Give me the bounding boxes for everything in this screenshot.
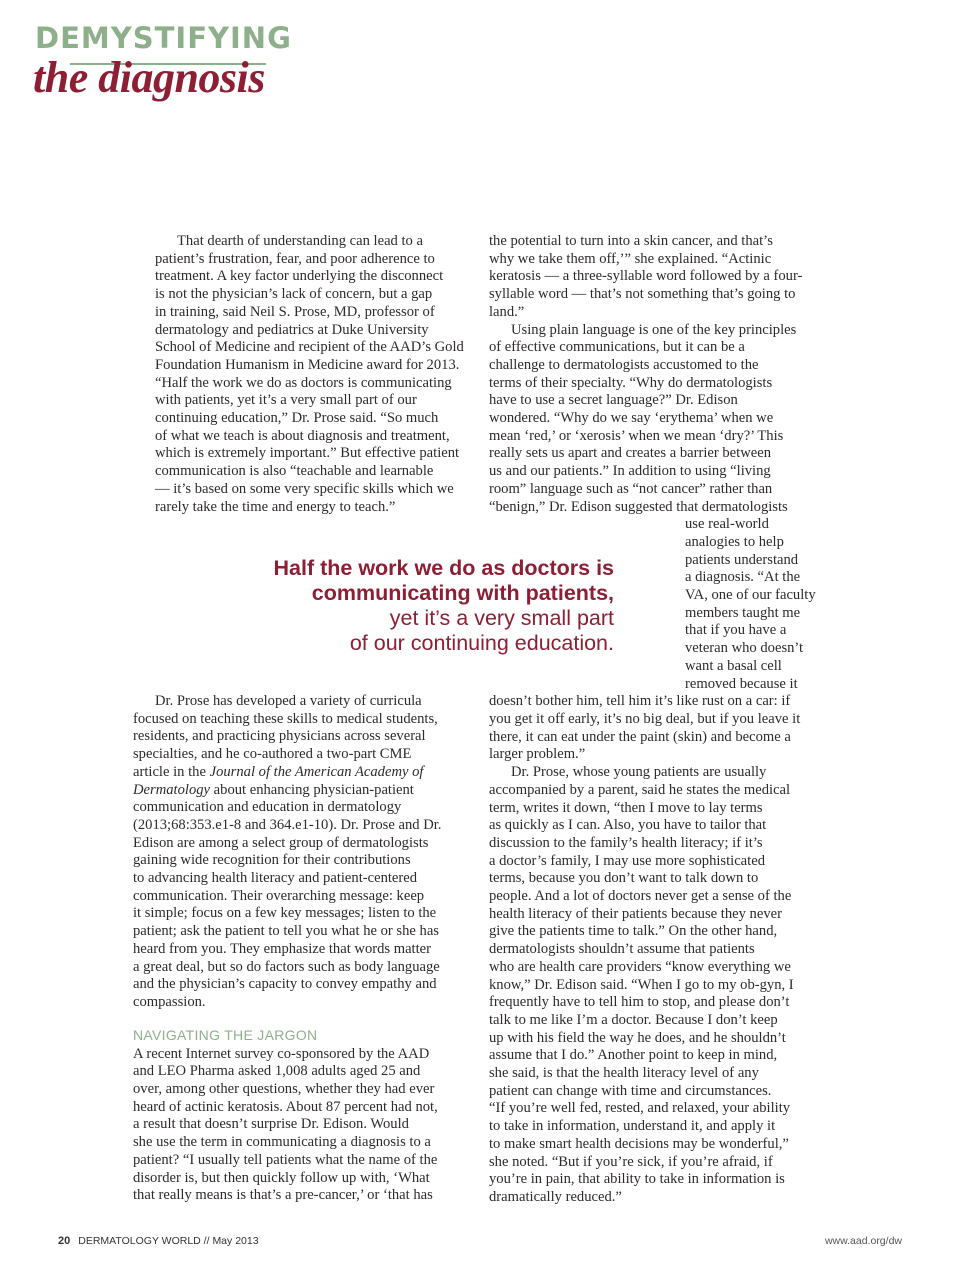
text-line: that really means is that’s a pre-cancer,’ or ‘that has (133, 1187, 433, 1204)
text-line: a doctor’s family, I may use more sophisticated (489, 852, 765, 869)
text-line: dermatology and pediatrics at Duke University (155, 321, 429, 338)
journal-name-part-2: Dermatology (133, 781, 211, 798)
text-line: terms, because you don’t want to talk down to (489, 870, 759, 887)
text-line: you get it off early, it’s no big deal, but if you leave it (489, 710, 801, 727)
publication-name: DERMATOLOGY WORLD // May 2013 (78, 1235, 259, 1247)
text-line: dermatologists shouldn’t assume that patients (489, 941, 755, 958)
text-line: veteran who doesn’t (685, 640, 804, 657)
text-line: VA, one of our faculty (685, 587, 816, 604)
text-line: disorder is, but then quickly follow up with, ‘What (133, 1169, 430, 1186)
journal-name-part-1: Journal of the American Academy of (209, 763, 424, 780)
citation-prefix: article in the (133, 763, 210, 780)
footer-url: www.aad.org/dw (824, 1235, 902, 1247)
text-line: patients understand (685, 551, 799, 568)
text-line: frequently have to tell him to stop, and please don’t (489, 994, 790, 1011)
text-line: wondered. “Why do we say ‘erythema’ when we (489, 410, 774, 427)
pull-quote-light-2: of our continuing education. (349, 631, 614, 655)
right-paragraph-1 (489, 233, 834, 322)
page-number: 20 (58, 1235, 71, 1247)
right-column (489, 233, 834, 1207)
text-line: that if you have a (685, 622, 787, 639)
text-line: want a basal cell (685, 657, 782, 674)
text-line: rarely take the time and energy to teach.” (155, 498, 396, 515)
text-line: a great deal, but so do factors such as body language (133, 958, 440, 975)
text-line: land.” (489, 303, 525, 320)
text-line: really sets us apart and creates a barrier between (489, 445, 771, 462)
text-line: it simple; focus on a few key messages; listen to the (133, 905, 437, 922)
text-line: and the physician’s capacity to convey empathy and (133, 976, 437, 993)
text-line: “benign,” Dr. Edison suggested that dermatologists (489, 498, 788, 515)
text-line: challenge to dermatologists accustomed to the (489, 356, 759, 373)
text-line: residents, and practicing physicians across several (133, 728, 426, 745)
text-line: over, among other questions, whether they had ever (133, 1081, 435, 1098)
text-line: heard from you. They emphasize that words matter (133, 940, 431, 957)
text-line: focused on teaching these skills to medical students, (133, 710, 438, 727)
text-line: patient? “I usually tell patients what the name of the (133, 1151, 438, 1168)
right-paragraph-2 (489, 322, 834, 517)
text-line: keratosis — a three-syllable word followed by a four- (489, 268, 803, 285)
text-line: Edison are among a select group of dermatologists (133, 834, 429, 851)
text-line: talk to me like I’m a doctor. Because I don’t keep (489, 1011, 778, 1028)
text-line: That dearth of understanding can lead to a (177, 233, 423, 249)
subhead-navigating-the-jargon: NAVIGATING THE JARGON (133, 1026, 318, 1043)
paragraph-2 (133, 693, 473, 1012)
text-line: gaining wide recognition for their contributions (133, 852, 411, 869)
text-line: doesn’t bother him, tell him it’s like rust on a car: if (489, 693, 791, 710)
text-line: Dr. Prose, whose young patients are usually (511, 764, 767, 781)
text-line: Foundation Humanism in Medicine award for 2013. (155, 356, 460, 373)
text-line: is not the physician’s lack of concern, but a gap (155, 286, 433, 303)
text-line: a result that doesn’t surprise Dr. Edison. Would (133, 1116, 409, 1133)
text-line: patient’s frustration, fear, and poor adherence to (155, 250, 435, 267)
text-line: “Half the work we do as doctors is communicating (155, 374, 452, 391)
left-column-top (133, 233, 473, 516)
pull-quote-strong-2: communicating with patients, (311, 581, 614, 605)
text-line: patient; ask the patient to tell you what he or she has (133, 923, 439, 940)
text-line: know,” Dr. Edison said. “When I go to my ob-gyn, I (489, 976, 794, 993)
left-column-bottom (133, 693, 473, 1205)
text-line: term, writes it down, “then I move to lay terms (489, 799, 763, 816)
journal-citation-line-2 (133, 782, 473, 800)
text-line: terms of their specialty. “Why do dermatologists (489, 374, 773, 391)
right-paragraph-2-continued (489, 693, 834, 764)
text-line: members taught me (685, 604, 801, 621)
text-line: continuing education,” Dr. Prose said. “So much (155, 410, 439, 427)
text-line: there, it can eat under the paint (skin) and become a (489, 728, 791, 745)
pull-quote-light-1: yet it’s a very small part (389, 606, 614, 630)
text-line: why we take them off,’” she explained. “Actinic (489, 250, 772, 267)
text-line: removed because it (685, 675, 798, 692)
text-line: people. And a lot of doctors never get a sense of the (489, 888, 792, 905)
text-line: to make smart health decisions may be wonderful,” (489, 1135, 789, 1152)
text-line: of effective communications, but it can be a (489, 339, 745, 356)
text-line: up with his field the way he does, and he shouldn’t (489, 1029, 786, 1046)
text-line: you’re in pain, that ability to take in information is (489, 1171, 785, 1188)
text-line: a diagnosis. “At the (685, 569, 801, 586)
text-line: she use the term in communicating a diagnosis to a (133, 1134, 431, 1151)
text-line: she noted. “But if you’re sick, if you’re afraid, if (489, 1153, 773, 1170)
text-line: health literacy of their patients because they never (489, 905, 782, 922)
text-line: Using plain language is one of the key principles (511, 321, 797, 338)
text-line: to take in information, understand it, and apply it (489, 1118, 776, 1135)
text-line: us and our patients.” In addition to using “living (489, 463, 771, 480)
text-line: specialties, and he co-authored a two-part CME (133, 746, 412, 763)
paragraph-3 (133, 1046, 473, 1205)
text-line: the potential to turn into a skin cancer, and that’s (489, 233, 773, 249)
pull-quote-strong-1: Half the work we do as doctors is (273, 556, 614, 580)
text-line: have to use a secret language?” Dr. Edison (489, 392, 738, 409)
citation-suffix: about enhancing physician-patient (210, 781, 414, 798)
text-line: (2013;68:353.e1-8 and 364.e1-10). Dr. Prose and Dr. (133, 816, 442, 833)
text-line: give the patients time to talk.” On the other hand, (489, 923, 778, 940)
text-line: she said, is that the health literacy level of any (489, 1065, 759, 1082)
text-line: larger problem.” (489, 746, 586, 763)
paragraph-2-intro: Dr. Prose has developed a variety of curricula (155, 693, 422, 709)
text-line: communication. Their overarching message: keep (133, 887, 425, 904)
right-narrow-wrap (489, 516, 834, 693)
text-line: discussion to the family’s health literacy; if it’s (489, 834, 763, 851)
text-line: communication and education in dermatology (133, 799, 402, 816)
page-title: the diagnosis (33, 53, 265, 102)
text-line: treatment. A key factor underlying the disconnect (155, 268, 444, 285)
text-line: patient can change with time and circumstances. (489, 1082, 772, 1099)
text-line: A recent Internet survey co-sponsored by the AAD (133, 1045, 430, 1062)
text-line: analogies to help (685, 533, 784, 550)
text-line: who are health care providers “know everything we (489, 958, 791, 975)
journal-citation-line (133, 764, 473, 782)
text-line: syllable word — that’s not something that’s going to (489, 286, 796, 303)
text-line: assume that I do.” Another point to keep in mind, (489, 1047, 778, 1064)
right-paragraph-3 (489, 764, 834, 1207)
text-line: heard of actinic keratosis. About 87 percent had not, (133, 1098, 438, 1115)
text-line: and LEO Pharma asked 1,008 adults aged 25 and (133, 1063, 421, 1080)
text-line: “If you’re well fed, rested, and relaxed, your ability (489, 1100, 791, 1117)
text-line: mean ‘red,’ or ‘xerosis’ when we mean ‘dry?’ This (489, 427, 784, 444)
text-line: as quickly as I can. Also, you have to tailor that (489, 817, 767, 834)
text-line: compassion. (133, 993, 206, 1010)
text-line: communication is also “teachable and learnable (155, 463, 434, 480)
footer-publication (58, 1235, 259, 1247)
text-line: School of Medicine and recipient of the AAD’s Gold (155, 339, 464, 356)
text-line: of what we teach is about diagnosis and treatment, (155, 427, 450, 444)
text-line: in training, said Neil S. Prose, MD, professor of (155, 303, 435, 320)
section-kicker: DEMYSTIFYING (35, 21, 292, 55)
text-line: accompanied by a parent, said he states the medical (489, 781, 791, 798)
text-line: to advancing health literacy and patient-centered (133, 870, 418, 887)
text-line: room” language such as “not cancer” rather than (489, 480, 773, 497)
paragraph-1 (133, 233, 473, 516)
text-line: — it’s based on some very specific skills which we (155, 480, 454, 497)
text-line: which is extremely important.” But effective patient (155, 445, 460, 462)
text-line: use real-world (685, 516, 769, 533)
text-line: with patients, yet it’s a very small part of our (155, 392, 417, 409)
text-line: dramatically reduced.” (489, 1188, 622, 1205)
